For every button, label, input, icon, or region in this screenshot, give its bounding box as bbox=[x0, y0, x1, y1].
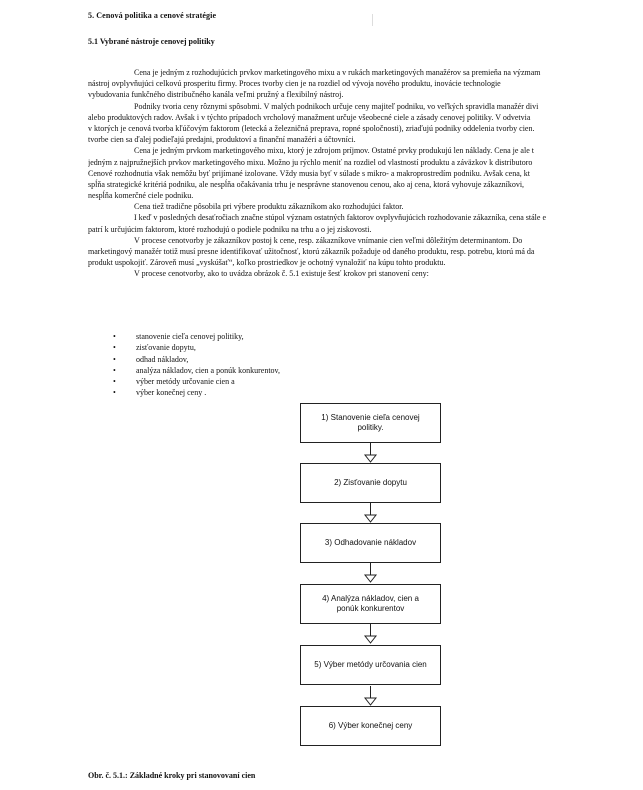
text-line: patrí k určujúcim faktorom, ktoré rozhodujú o podiele podniku na trhu a o jej ziskovosti. bbox=[88, 224, 372, 234]
text-line: nástroj ovplyvňujúci celkovú prosperitu firmy. Proces tvorby cien je na rozdiel od vývoja nového produktu, inovácie technologie bbox=[88, 79, 501, 89]
subsection-title: 5.1 Vybrané nástroje cenovej politiky bbox=[88, 37, 215, 46]
text-line: jedným z najpružnejších prvkov marketingového mixu. Možno ju rýchlo meniť na rozdiel od vlastností produktu a záväzkov k distributoro bbox=[88, 157, 533, 167]
flowchart-step-5: 5) Výber metódy určovania cien bbox=[300, 645, 441, 685]
text-line: alebo produktových radov. Avšak i v týchto prípadoch vrcholový manažment určuje všeobecné ciele a zásady cenovej politiky. V odvetvia bbox=[88, 112, 531, 122]
text-line: nespĺňa komerčné ciele podniku. bbox=[88, 191, 194, 201]
flow-arrow bbox=[365, 563, 376, 582]
text-line: tvorbe cien sa ďalej podieľajú predajni, produktoví a finanční manažéri a účtovníci. bbox=[88, 135, 356, 145]
text-line: Cenové rozhodnutia však nemôžu byť prijímané izolovane. Vždy musia byť v súlade s mikro- a makroprostredím podniku. Avšak cena, kt bbox=[88, 168, 530, 178]
bullet-icon: • bbox=[113, 343, 116, 353]
bullet-icon: • bbox=[113, 365, 116, 375]
text-line: Podniky tvoria ceny rôznymi spôsobmi. V malých podnikoch určuje ceny majiteľ podniku, vo veľkých spravidla manažér divi bbox=[134, 101, 539, 111]
text-line: spĺňa strategické kritériá podniku, ale nespĺňa očakávania trhu je nesprávne stanovenou cenou, ako aj cena, ktorá vyhovuje zákazníkovi, bbox=[88, 179, 525, 189]
flowchart-step-1: 1) Stanovenie cieľa cenovej politiky. bbox=[300, 403, 441, 443]
flow-arrow bbox=[365, 503, 376, 522]
flowchart-step-2: 2) Zisťovanie dopytu bbox=[300, 463, 441, 503]
flowchart-step-4: 4) Analýza nákladov, cien a ponúk konkurentov bbox=[300, 584, 441, 624]
bullet-icon: • bbox=[113, 332, 116, 341]
bullet-icon: • bbox=[113, 354, 116, 364]
text-line: marketingový manažér totiž musí presne identifikovať užitočnosť, ktorú zákazník požaduje od daného produktu, resp. potrebu, ktorú má da bbox=[88, 247, 535, 256]
flow-arrow bbox=[365, 443, 376, 462]
text-line: V procese cenotvorby, ako to uvádza obrázok č. 5.1 existuje šesť krokov pri stanovení ceny: bbox=[134, 269, 429, 279]
figure-caption: Obr. č. 5.1.: Základné kroky pri stanovovaní cien bbox=[88, 771, 256, 780]
flowchart-step-3: 3) Odhadovanie nákladov bbox=[300, 523, 441, 563]
text-line: vybudovania funkčného distribučného kanála veľmi pružný a flexibilný nástroj. bbox=[88, 90, 344, 100]
text-line: Cena tiež tradične pôsobila pri výbere produktu zákazníkom ako rozhodujúci faktor. bbox=[134, 202, 404, 212]
bullet-icon: • bbox=[113, 377, 116, 387]
flow-arrow bbox=[365, 686, 376, 705]
bullet-icon: • bbox=[113, 388, 116, 398]
text-line: Cena je jedným prvkom marketingového mixu, ktorý je zdrojom príjmov. Ostatné prvky produkujú len náklady. Cena je ale t bbox=[134, 146, 534, 156]
text-line: produkt uspokojiť. Zároveň musí „vyskúšať“, koľko prostriedkov je ochotný vynaložiť na kúpu tohto produktu. bbox=[88, 258, 446, 268]
text-line: v ktorých je cenová tvorba kľúčovým faktorom (letecká a železničná preprava, ropné spoločnosti), zriaďujú podniky oddelenia tvorby cien. bbox=[88, 123, 535, 133]
flow-arrow bbox=[365, 624, 376, 643]
text-line: Cena je jedným z rozhodujúcich prvkov marketingového mixu a v rukách marketingových manažérov sa premieňa na výzmam bbox=[134, 68, 541, 77]
text-line: V procese cenotvorby je zákazníkov postoj k cene, resp. zákazníkove vnímanie cien veľmi dôležitým determinantom. Do bbox=[134, 235, 523, 245]
flowchart-step-6: 6) Výber konečnej ceny bbox=[300, 706, 441, 746]
text-line: I keď v posledných desaťročiach značne stúpol význam ostatných faktorov ovplyvňujúcich rozhodovanie zákazníka, cena stále e bbox=[134, 213, 546, 223]
section-title: 5. Cenová politika a cenové stratégie bbox=[88, 11, 217, 20]
